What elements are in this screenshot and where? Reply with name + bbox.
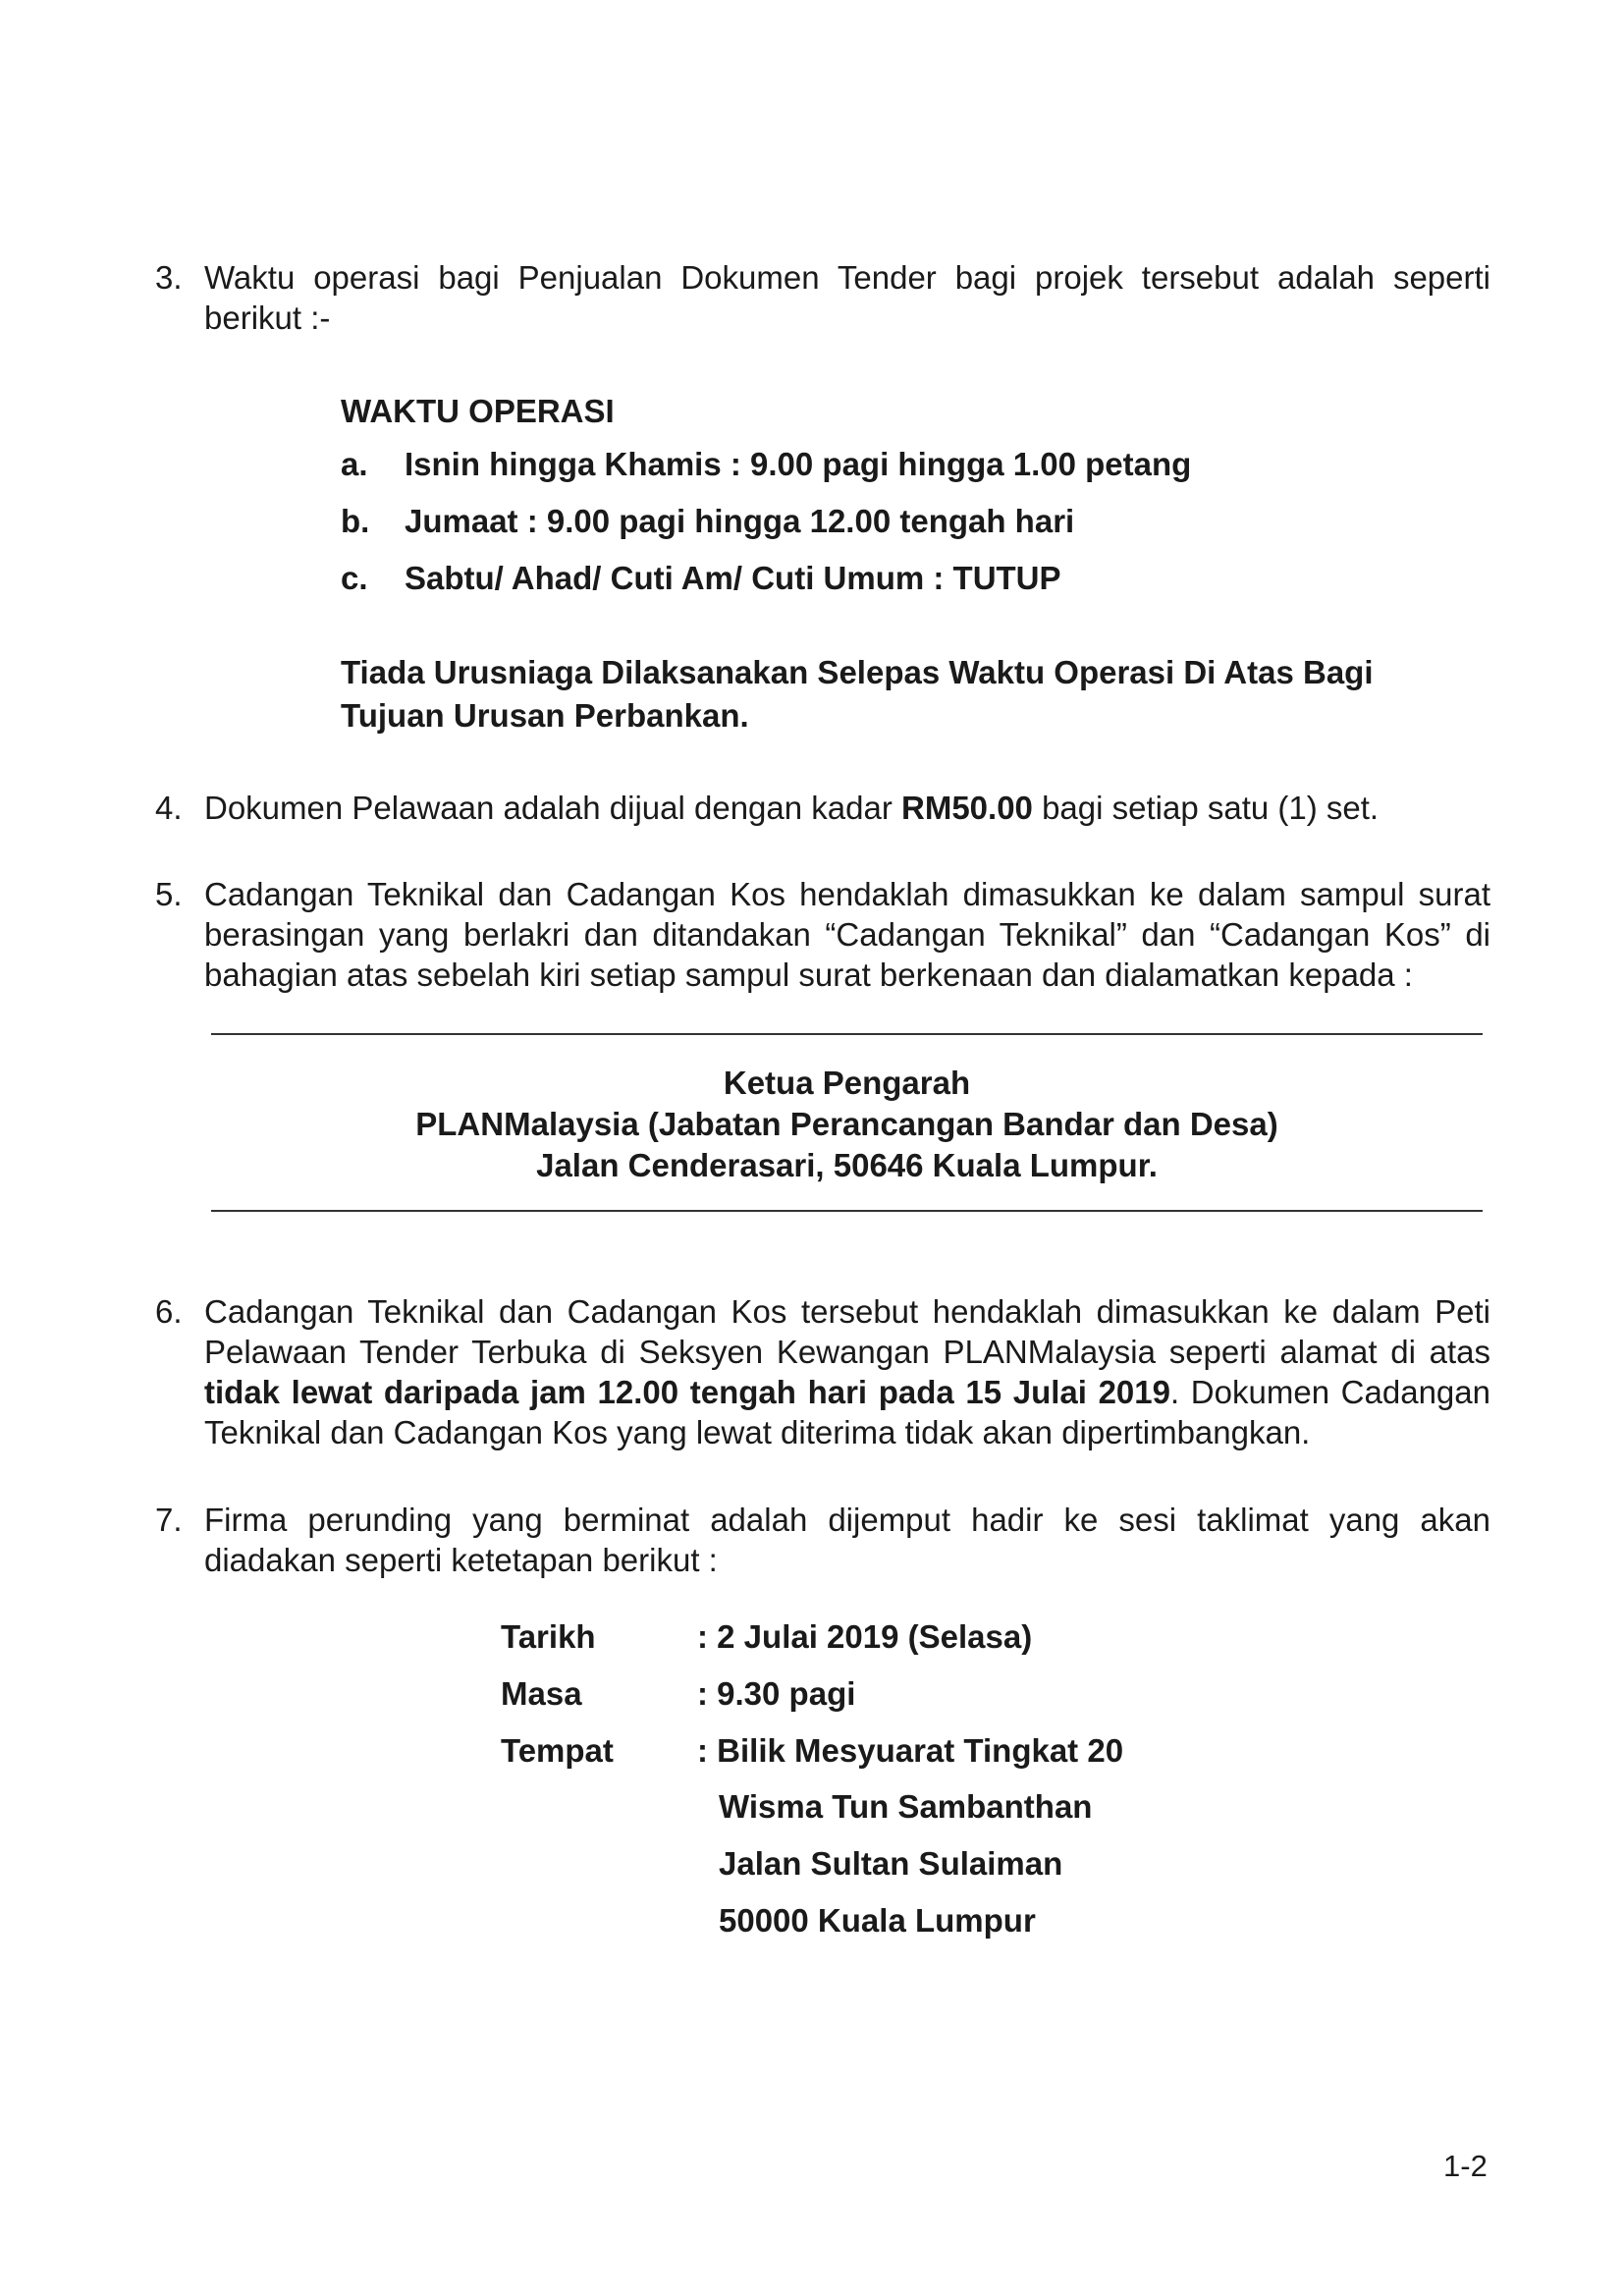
briefing-value: 50000 Kuala Lumpur bbox=[719, 1902, 1036, 1939]
page-number: 1-2 bbox=[1443, 2149, 1488, 2183]
address-line: Jalan Cenderasari, 50646 Kuala Lumpur. bbox=[536, 1147, 1158, 1183]
briefing-value: : 2 Julai 2019 (Selasa) bbox=[697, 1618, 1033, 1655]
hours-row-label: b. bbox=[341, 503, 370, 539]
divider-top bbox=[211, 1033, 1483, 1035]
hours-row-label: c. bbox=[341, 560, 368, 596]
briefing-label: Tarikh bbox=[501, 1618, 596, 1655]
paragraph-7 bbox=[155, 1500, 1490, 1582]
briefing-label: Tempat bbox=[501, 1732, 614, 1769]
paragraph-text bbox=[204, 1291, 1490, 1452]
address-block bbox=[211, 1063, 1483, 1186]
paragraph-4 bbox=[155, 788, 1490, 829]
paragraph-text: Waktu operasi bagi Penjualan Dokumen Tender bagi projek tersebut adalah seperti berikut :- bbox=[204, 259, 1490, 336]
hours-row-b bbox=[341, 503, 1074, 540]
hours-row-a bbox=[341, 446, 1191, 483]
paragraph-number: 5. bbox=[155, 876, 183, 912]
paragraph-text: Cadangan Teknikal dan Cadangan Kos hendaklah dimasukkan ke dalam sampul surat berasingan yang berlakri dan ditandakan “Cadangan Teknikal” dan “Cadangan Kos” di bahagian atas sebelah kiri setiap sampul surat berkenaan dan dialamatkan kepada : bbox=[204, 876, 1490, 993]
address-line: PLANMalaysia (Jabatan Perancangan Bandar dan Desa) bbox=[415, 1106, 1278, 1142]
briefing-label: Masa bbox=[501, 1675, 582, 1712]
paragraph-6 bbox=[155, 1291, 1490, 1456]
hours-row-text: Jumaat : 9.00 pagi hingga 12.00 tengah hari bbox=[405, 503, 1075, 539]
hours-row-text: Isnin hingga Khamis : 9.00 pagi hingga 1.00 petang bbox=[405, 446, 1192, 482]
briefing-value: Wisma Tun Sambanthan bbox=[719, 1788, 1093, 1825]
deadline-text: tidak lewat daripada jam 12.00 tengah hari pada 15 Julai 2019 bbox=[204, 1374, 1170, 1410]
address-line: Ketua Pengarah bbox=[723, 1065, 971, 1101]
paragraph-number: 4. bbox=[155, 790, 183, 826]
briefing-value: Jalan Sultan Sulaiman bbox=[719, 1845, 1063, 1882]
text-segment: Cadangan Teknikal dan Cadangan Kos tersebut hendaklah dimasukkan ke dalam Peti Pelawaan Tender Terbuka di Seksyen Kewangan PLANMalaysia seperti alamat di atas bbox=[204, 1293, 1490, 1370]
text-segment: bagi setiap satu (1) set. bbox=[1032, 790, 1380, 826]
operating-hours-title: WAKTU OPERASI bbox=[341, 393, 615, 429]
paragraph-5 bbox=[155, 874, 1490, 998]
hours-row-c bbox=[341, 560, 1061, 597]
text-segment: Dokumen Pelawaan adalah dijual dengan kadar bbox=[204, 790, 901, 826]
price-value: RM50.00 bbox=[901, 790, 1033, 826]
paragraph-number: 7. bbox=[155, 1502, 183, 1538]
hours-row-label: a. bbox=[341, 446, 368, 482]
paragraph-3 bbox=[155, 257, 1490, 340]
text-segment: . Dokumen Cadangan Teknikal dan Cadangan Kos yang lewat diterima tidak akan dipertimbangkan. bbox=[204, 1374, 1490, 1450]
paragraph-text: Firma perunding yang berminat adalah dijemput hadir ke sesi taklimat yang akan diadakan seperti ketetapan berikut : bbox=[204, 1502, 1490, 1578]
divider-bottom bbox=[211, 1210, 1483, 1212]
paragraph-text bbox=[204, 788, 1490, 828]
briefing-value: : 9.30 pagi bbox=[697, 1675, 856, 1712]
banking-notice: Tiada Urusniaga Dilaksanakan Selepas Waktu Operasi Di Atas Bagi Tujuan Urusan Perbankan. bbox=[341, 654, 1374, 734]
paragraph-number: 3. bbox=[155, 259, 183, 296]
hours-row-text: Sabtu/ Ahad/ Cuti Am/ Cuti Umum : TUTUP bbox=[405, 560, 1061, 596]
briefing-value: : Bilik Mesyuarat Tingkat 20 bbox=[697, 1732, 1124, 1769]
paragraph-number: 6. bbox=[155, 1293, 183, 1330]
